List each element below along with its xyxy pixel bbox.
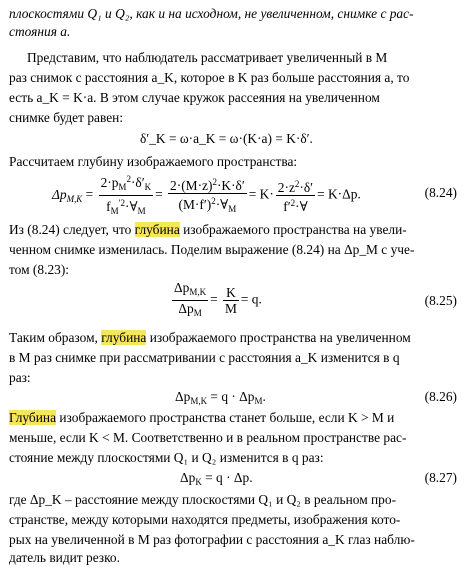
search-highlight: глубина <box>101 330 147 345</box>
text-line: странстве, между которыми находятся предметы, изображения кото- <box>9 512 401 527</box>
text-line <box>9 330 461 346</box>
search-highlight: глубина <box>134 222 180 237</box>
text-line: стояние между плоскостями Q₁ и Q₂ изменится в q раз: <box>9 450 324 465</box>
text-line: Представим, что наблюдатель рассматривает увеличенный в M <box>27 50 388 65</box>
equation-number: (8.27) <box>424 470 457 485</box>
equation-8-26: $\Delta p_{M,K} = q \cdot \Delta p_M$. <box>175 389 266 406</box>
equation-8-27: $\Delta p_K = q \cdot \Delta p$. <box>180 470 253 487</box>
text-segment: изображаемого пространства на увеличенном <box>146 330 411 345</box>
text-line: раз: <box>9 370 31 385</box>
text-line: датель видит резко. <box>9 550 120 565</box>
text-line: где Δp_K – расстояние между плоскостями Q₁ и Q₂ в реальном про- <box>9 492 397 507</box>
text-line: стояния a. <box>9 24 71 39</box>
text-line <box>9 410 461 426</box>
text-line: Рассчитаем глубину изображаемого пространства: <box>9 154 298 169</box>
text-line: раз снимок с расстояния a_K, которое в K раз больше расстояния a, то <box>9 70 410 85</box>
text-line: снимке будет равен: <box>9 110 124 125</box>
equation-number: (8.26) <box>424 389 457 404</box>
text-segment: изображаемого пространства на увели- <box>179 222 407 237</box>
search-highlight: Глубина <box>9 410 57 425</box>
equation-delta-k: δ′_K = ω·a_K = ω·(K·a) = K·δ′. <box>140 131 313 146</box>
equation-8-25: $\frac{\Delta p_{M,K}}{\Delta p_M}$ = $\frac{K}{M}$ = q. <box>174 280 262 318</box>
text-line: есть a_K = K·a. В этом случае кружок рассеяния на увеличенном <box>9 90 380 105</box>
text-line <box>9 222 461 238</box>
text-line: меньше, если K < M. Соответственно и в реальном пространстве рас- <box>9 430 407 445</box>
text-line: рых на увеличенной в M раз фотографии с расстояния a_K глаз наблю- <box>9 532 415 547</box>
equation-number: (8.25) <box>424 293 457 308</box>
equation-number: (8.24) <box>424 185 457 200</box>
text-segment: Таким образом, <box>9 330 102 345</box>
text-segment: Из (8.24) следует, что <box>9 222 135 237</box>
text-line: ченном снимке изменилась. Поделим выражение (8.24) на Δp_M с уче- <box>9 242 415 257</box>
text-line: плоскостями Q₁ и Q₂, как и на исходном, не увеличенном, снимке с рас- <box>9 6 414 21</box>
equation-8-24: $\Delta p_{M,K}$ = $\frac{2\cdot p_M^2\cdot\delta'_K}{f_M^{'2}\cdot\forall_M}$ = $\frac{2\cdot(M\cdot z)^2\cdot K\cdot\delta'}{(M\cdot f')^2\cdot\forall_M}$ = K· $\frac{2\cdot z^2\cdot\delta'}{f'^2\cdot\forall}$ = K·Δp. <box>52 174 361 216</box>
text-line: том (8.23): <box>9 262 70 277</box>
text-segment: изображаемого пространства станет больше, если K > M и <box>56 410 395 425</box>
text-line: в M раз снимке при рассматривании с расстояния a_K изменится в q <box>9 350 400 365</box>
